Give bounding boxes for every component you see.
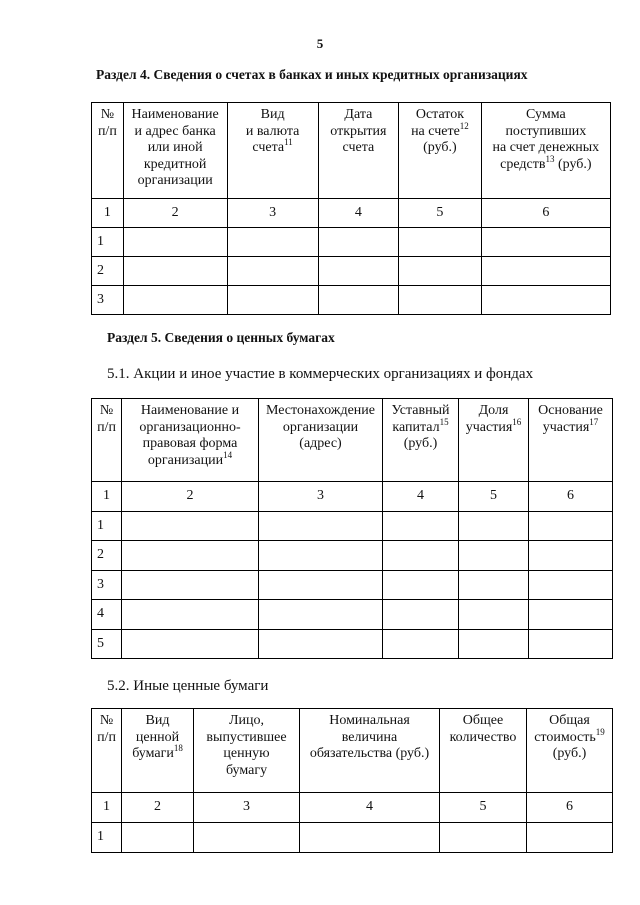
column-number: 2 <box>123 199 227 228</box>
table-row <box>92 541 613 571</box>
header-cell: № п/п <box>92 709 122 793</box>
column-number-row <box>92 793 613 823</box>
column-number-row <box>92 482 613 512</box>
entry-cell[interactable] <box>481 228 610 257</box>
section5-1-title: 5.1. Акции и иное участие в коммерческих организациях и фондах <box>107 366 534 382</box>
footnote-mark: 13 <box>545 153 555 164</box>
entry-cell[interactable] <box>318 286 398 315</box>
entry-cell[interactable] <box>399 257 482 286</box>
header-cell: Общее количество <box>440 709 527 793</box>
entry-cell[interactable] <box>383 571 459 600</box>
section4-title: Раздел 4. Сведения о счетах в банках и иных кредитных организациях <box>96 67 528 82</box>
entry-cell[interactable] <box>383 541 459 571</box>
section5-1-table <box>91 398 613 659</box>
header-cell: Номинальная величина обязательства (руб.) <box>300 709 440 793</box>
header-cell: Остаток на счете$^{12}$ (руб.) <box>399 103 482 199</box>
table-row <box>92 571 613 600</box>
row-number: 1 <box>92 228 124 257</box>
column-number: 5 <box>399 199 482 228</box>
column-number: 1 <box>92 793 122 823</box>
footnote-mark: 16 <box>512 416 522 427</box>
entry-cell[interactable] <box>123 228 227 257</box>
entry-cell[interactable] <box>527 823 613 853</box>
header-cell: Наименование и адрес банка или иной кредитной организации <box>123 103 227 199</box>
entry-cell[interactable] <box>529 571 613 600</box>
entry-cell[interactable] <box>122 571 259 600</box>
entry-cell[interactable] <box>459 571 529 600</box>
entry-cell[interactable] <box>259 571 383 600</box>
header-cell: Общая стоимость$^{19}$ (руб.) <box>527 709 613 793</box>
column-number: 3 <box>194 793 300 823</box>
entry-cell[interactable] <box>123 286 227 315</box>
entry-cell[interactable] <box>227 228 318 257</box>
section5-title: Раздел 5. Сведения о ценных бумагах <box>107 330 335 345</box>
header-cell: Основание участия$^{17}$ <box>529 399 613 482</box>
footnote-mark: 11 <box>284 137 293 147</box>
section5-1-header-row <box>92 399 613 482</box>
column-number: 4 <box>318 199 398 228</box>
footnote-mark: 19 <box>595 726 605 737</box>
column-number: 1 <box>92 482 122 512</box>
entry-cell[interactable] <box>481 286 610 315</box>
column-number: 4 <box>383 482 459 512</box>
entry-cell[interactable] <box>122 630 259 659</box>
entry-cell[interactable] <box>122 823 194 853</box>
section5-2-table <box>91 708 613 853</box>
entry-cell[interactable] <box>194 823 300 853</box>
entry-cell[interactable] <box>318 228 398 257</box>
entry-cell[interactable] <box>529 630 613 659</box>
table-row <box>92 257 611 286</box>
header-cell: Местонахождение организации (адрес) <box>259 399 383 482</box>
row-number: 5 <box>92 630 122 659</box>
footnote-mark: 14 <box>223 449 233 460</box>
entry-cell[interactable] <box>481 257 610 286</box>
page-number: 5 <box>316 36 324 51</box>
section5-2-header-row <box>92 709 613 793</box>
header-cell: Наименование и организационно- правовая форма организации$^{14}$ <box>122 399 259 482</box>
row-number: 3 <box>92 571 122 600</box>
entry-cell[interactable] <box>318 257 398 286</box>
header-cell: Уставный капитал$^{15}$ (руб.) <box>383 399 459 482</box>
footnote-mark: 12 <box>459 120 469 131</box>
entry-cell[interactable] <box>459 600 529 630</box>
footnote-mark: 15 <box>439 416 449 427</box>
entry-cell[interactable] <box>122 541 259 571</box>
entry-cell[interactable] <box>300 823 440 853</box>
entry-cell[interactable] <box>529 512 613 541</box>
header-cell: Вид ценной бумаги$^{18}$ <box>122 709 194 793</box>
header-cell: Вид и валюта счета$^{11}$ <box>227 103 318 199</box>
table-row <box>92 512 613 541</box>
entry-cell[interactable] <box>459 512 529 541</box>
column-number: 2 <box>122 793 194 823</box>
column-number: 2 <box>122 482 259 512</box>
column-number: 6 <box>481 199 610 228</box>
column-number: 6 <box>527 793 613 823</box>
table-row <box>92 823 613 853</box>
entry-cell[interactable] <box>259 630 383 659</box>
entry-cell[interactable] <box>383 600 459 630</box>
entry-cell[interactable] <box>227 257 318 286</box>
entry-cell[interactable] <box>440 823 527 853</box>
entry-cell[interactable] <box>383 630 459 659</box>
row-number: 2 <box>92 541 122 571</box>
entry-cell[interactable] <box>459 630 529 659</box>
section4-table <box>91 102 611 315</box>
row-number: 3 <box>92 286 124 315</box>
table-row <box>92 228 611 257</box>
header-cell: Дата открытия счета <box>318 103 398 199</box>
column-number-row <box>92 199 611 228</box>
column-number: 3 <box>227 199 318 228</box>
row-number: 1 <box>92 823 122 853</box>
header-cell: Доля участия$^{16}$ <box>459 399 529 482</box>
entry-cell[interactable] <box>399 286 482 315</box>
entry-cell[interactable] <box>383 512 459 541</box>
column-number: 1 <box>92 199 124 228</box>
entry-cell[interactable] <box>259 512 383 541</box>
header-cell: № п/п <box>92 103 124 199</box>
footnote-mark: 18 <box>173 743 183 753</box>
column-number: 4 <box>300 793 440 823</box>
section5-2-title: 5.2. Иные ценные бумаги <box>107 678 269 694</box>
table-row <box>92 630 613 659</box>
column-number: 5 <box>440 793 527 823</box>
entry-cell[interactable] <box>122 512 259 541</box>
entry-cell[interactable] <box>259 541 383 571</box>
column-number: 5 <box>459 482 529 512</box>
table-row <box>92 600 613 630</box>
header-cell: № п/п <box>92 399 122 482</box>
entry-cell[interactable] <box>529 541 613 571</box>
table-row <box>92 286 611 315</box>
header-cell: Сумма поступивших на счет денежных средств$^{13}$ (руб.) <box>481 103 610 199</box>
entry-cell[interactable] <box>123 257 227 286</box>
header-cell: Лицо, выпустившее ценную бумагу <box>194 709 300 793</box>
entry-cell[interactable] <box>399 228 482 257</box>
footnote-mark: 17 <box>589 416 599 427</box>
entry-cell[interactable] <box>459 541 529 571</box>
entry-cell[interactable] <box>227 286 318 315</box>
row-number: 1 <box>92 512 122 541</box>
section4-header-row <box>92 103 611 199</box>
entry-cell[interactable] <box>122 600 259 630</box>
row-number: 2 <box>92 257 124 286</box>
entry-cell[interactable] <box>259 600 383 630</box>
row-number: 4 <box>92 600 122 630</box>
column-number: 3 <box>259 482 383 512</box>
column-number: 6 <box>529 482 613 512</box>
entry-cell[interactable] <box>529 600 613 630</box>
